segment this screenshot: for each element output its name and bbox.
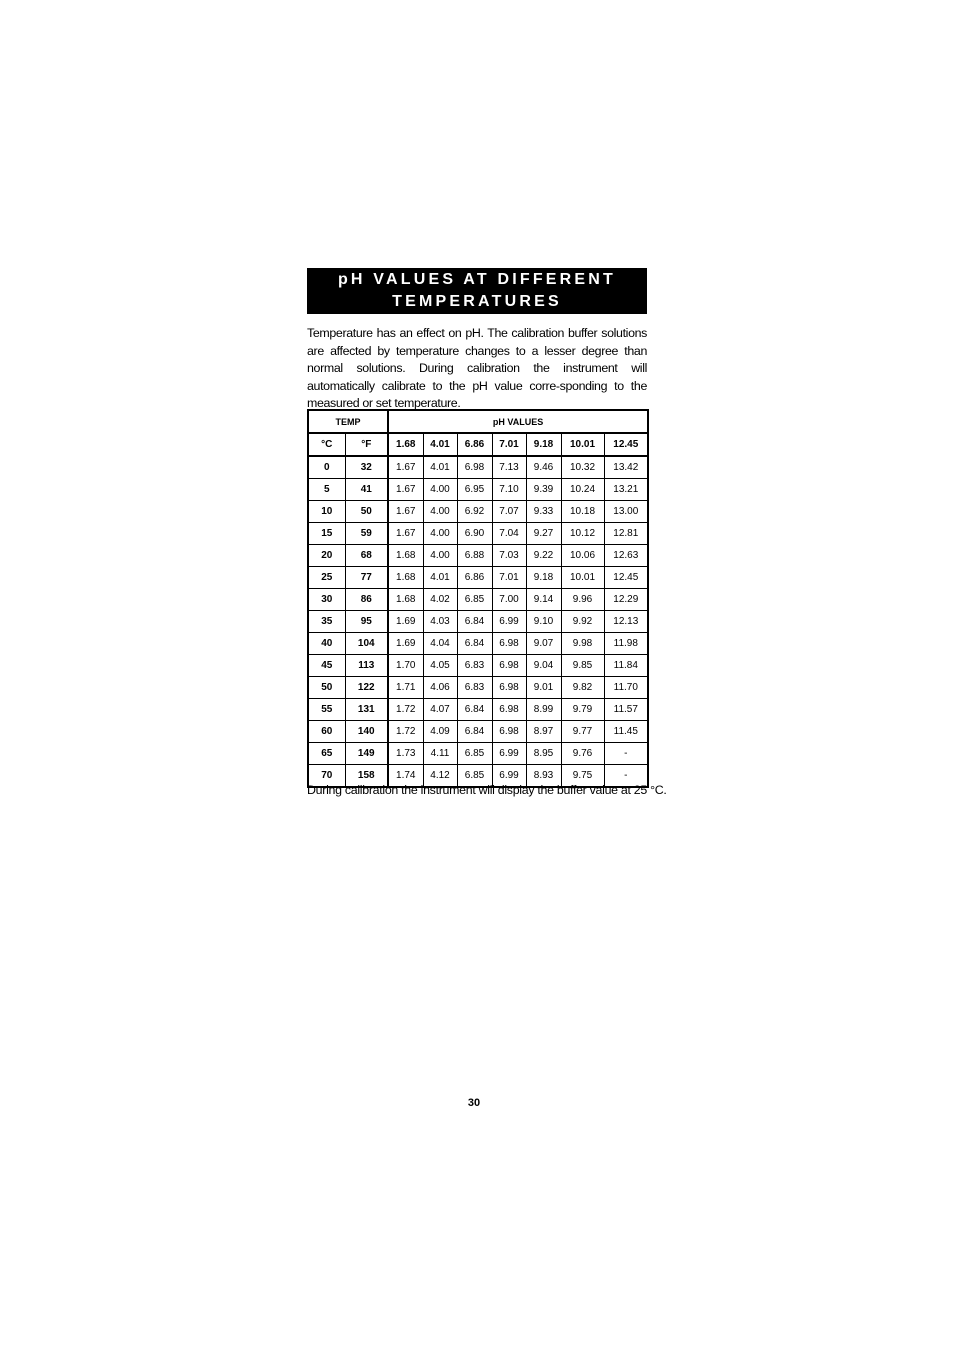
ph-value-cell: 1.72 bbox=[388, 699, 423, 721]
ph-value-cell: 11.84 bbox=[604, 655, 648, 677]
celsius-cell: 70 bbox=[308, 765, 345, 788]
ph-value-cell: 6.84 bbox=[457, 633, 492, 655]
fahrenheit-cell: 122 bbox=[345, 677, 388, 699]
ph-value-cell: 12.45 bbox=[604, 567, 648, 589]
ph-value-cell: 7.01 bbox=[492, 567, 526, 589]
fahrenheit-cell: 50 bbox=[345, 501, 388, 523]
ph-value-cell: 9.10 bbox=[526, 611, 561, 633]
table-row bbox=[308, 479, 648, 501]
intro-paragraph: Temperature has an effect on pH. The calibration buffer solutions are affected by temperature changes to a lesser degree than normal solutions. During calibration the instrument will automatically calibrate to the pH value corre-sponding to the measured or set temperature. bbox=[307, 326, 647, 411]
ph-value-cell: 1.68 bbox=[388, 567, 423, 589]
ph-value-cell: 1.67 bbox=[388, 479, 423, 501]
ph-value-cell: 9.33 bbox=[526, 501, 561, 523]
fahrenheit-cell: 158 bbox=[345, 765, 388, 788]
ph-value-cell: 6.88 bbox=[457, 545, 492, 567]
ph-value-cell: 9.75 bbox=[561, 765, 604, 788]
ph-value-cell: 6.85 bbox=[457, 765, 492, 788]
celsius-cell: 35 bbox=[308, 611, 345, 633]
section-title-line-1: pH VALUES AT DIFFERENT bbox=[337, 271, 617, 288]
ph-value-cell: 10.24 bbox=[561, 479, 604, 501]
ph-column-header: 10.01 bbox=[561, 433, 604, 456]
ph-value-cell: 6.98 bbox=[492, 699, 526, 721]
table-body bbox=[308, 456, 648, 787]
ph-value-cell: 1.67 bbox=[388, 456, 423, 479]
ph-value-cell: 8.93 bbox=[526, 765, 561, 788]
ph-value-cell: 6.98 bbox=[492, 677, 526, 699]
ph-value-cell: 1.72 bbox=[388, 721, 423, 743]
ph-value-cell: 9.92 bbox=[561, 611, 604, 633]
ph-value-cell: 6.98 bbox=[492, 633, 526, 655]
ph-value-cell: 4.12 bbox=[423, 765, 457, 788]
ph-value-cell: 9.39 bbox=[526, 479, 561, 501]
ph-value-cell: 11.70 bbox=[604, 677, 648, 699]
ph-value-cell: 4.09 bbox=[423, 721, 457, 743]
fahrenheit-cell: 131 bbox=[345, 699, 388, 721]
ph-value-cell: 4.03 bbox=[423, 611, 457, 633]
ph-value-cell: 4.11 bbox=[423, 743, 457, 765]
ph-value-cell: 1.70 bbox=[388, 655, 423, 677]
ph-value-cell: 8.97 bbox=[526, 721, 561, 743]
ph-value-cell: 4.00 bbox=[423, 479, 457, 501]
ph-value-cell: 9.82 bbox=[561, 677, 604, 699]
ph-value-cell: - bbox=[604, 743, 648, 765]
ph-column-header: 4.01 bbox=[423, 433, 457, 456]
celsius-cell: 5 bbox=[308, 479, 345, 501]
ph-value-cell: 4.07 bbox=[423, 699, 457, 721]
fahrenheit-cell: 140 bbox=[345, 721, 388, 743]
ph-value-cell: 9.77 bbox=[561, 721, 604, 743]
celsius-header: °C bbox=[308, 433, 345, 456]
table-row bbox=[308, 567, 648, 589]
ph-value-cell: 12.63 bbox=[604, 545, 648, 567]
ph-value-cell: 1.69 bbox=[388, 633, 423, 655]
table-row bbox=[308, 633, 648, 655]
ph-value-cell: 7.07 bbox=[492, 501, 526, 523]
ph-value-cell: 7.03 bbox=[492, 545, 526, 567]
ph-value-cell: 6.85 bbox=[457, 743, 492, 765]
ph-value-cell: 4.01 bbox=[423, 456, 457, 479]
ph-value-cell: 6.98 bbox=[492, 655, 526, 677]
ph-column-header: 6.86 bbox=[457, 433, 492, 456]
ph-value-cell: 7.04 bbox=[492, 523, 526, 545]
table-row bbox=[308, 655, 648, 677]
ph-value-cell: 6.98 bbox=[457, 456, 492, 479]
ph-value-cell: 6.99 bbox=[492, 743, 526, 765]
ph-value-cell: 1.74 bbox=[388, 765, 423, 788]
ph-column-header: 9.18 bbox=[526, 433, 561, 456]
ph-value-cell: 7.00 bbox=[492, 589, 526, 611]
celsius-cell: 0 bbox=[308, 456, 345, 479]
ph-value-cell: 11.98 bbox=[604, 633, 648, 655]
ph-value-cell: 8.99 bbox=[526, 699, 561, 721]
page-number: 30 bbox=[467, 1097, 481, 1109]
fahrenheit-cell: 113 bbox=[345, 655, 388, 677]
ph-value-cell: 9.01 bbox=[526, 677, 561, 699]
ph-temperature-table bbox=[307, 409, 649, 788]
ph-value-cell: 6.98 bbox=[492, 721, 526, 743]
footer-note: During calibration the instrument will display the buffer value at 25 °C. bbox=[307, 783, 667, 797]
table-row bbox=[308, 545, 648, 567]
table-row bbox=[308, 677, 648, 699]
ph-value-cell: 9.98 bbox=[561, 633, 604, 655]
ph-value-cell: 4.00 bbox=[423, 545, 457, 567]
ph-value-cell: 10.06 bbox=[561, 545, 604, 567]
ph-value-cell: 6.83 bbox=[457, 655, 492, 677]
table-row bbox=[308, 523, 648, 545]
celsius-cell: 65 bbox=[308, 743, 345, 765]
table-row bbox=[308, 743, 648, 765]
ph-value-cell: 13.42 bbox=[604, 456, 648, 479]
ph-value-cell: 6.85 bbox=[457, 589, 492, 611]
ph-value-cell: 9.14 bbox=[526, 589, 561, 611]
ph-value-cell: 9.76 bbox=[561, 743, 604, 765]
celsius-cell: 10 bbox=[308, 501, 345, 523]
celsius-cell: 45 bbox=[308, 655, 345, 677]
ph-value-cell: 4.06 bbox=[423, 677, 457, 699]
fahrenheit-cell: 32 bbox=[345, 456, 388, 479]
fahrenheit-cell: 149 bbox=[345, 743, 388, 765]
ph-value-cell: 9.85 bbox=[561, 655, 604, 677]
ph-value-cell: 9.18 bbox=[526, 567, 561, 589]
ph-value-cell: 11.45 bbox=[604, 721, 648, 743]
ph-column-header: 7.01 bbox=[492, 433, 526, 456]
fahrenheit-cell: 68 bbox=[345, 545, 388, 567]
ph-value-cell: 9.46 bbox=[526, 456, 561, 479]
ph-value-cell: 10.32 bbox=[561, 456, 604, 479]
ph-value-cell: - bbox=[604, 765, 648, 788]
section-title bbox=[307, 268, 647, 314]
celsius-cell: 55 bbox=[308, 699, 345, 721]
celsius-cell: 25 bbox=[308, 567, 345, 589]
fahrenheit-header: °F bbox=[345, 433, 388, 456]
ph-value-cell: 6.84 bbox=[457, 611, 492, 633]
ph-value-cell: 1.68 bbox=[388, 545, 423, 567]
ph-value-cell: 1.67 bbox=[388, 523, 423, 545]
ph-value-cell: 10.01 bbox=[561, 567, 604, 589]
ph-value-cell: 6.92 bbox=[457, 501, 492, 523]
ph-value-cell: 6.99 bbox=[492, 765, 526, 788]
temp-header: TEMP bbox=[308, 410, 388, 433]
ph-value-cell: 13.21 bbox=[604, 479, 648, 501]
ph-value-cell: 7.10 bbox=[492, 479, 526, 501]
ph-value-cell: 9.22 bbox=[526, 545, 561, 567]
fahrenheit-cell: 95 bbox=[345, 611, 388, 633]
ph-value-cell: 4.05 bbox=[423, 655, 457, 677]
ph-value-cell: 9.07 bbox=[526, 633, 561, 655]
ph-column-header: 1.68 bbox=[388, 433, 423, 456]
table-row bbox=[308, 501, 648, 523]
ph-values-header: pH VALUES bbox=[388, 410, 648, 433]
fahrenheit-cell: 77 bbox=[345, 567, 388, 589]
table-row bbox=[308, 699, 648, 721]
ph-value-cell: 10.12 bbox=[561, 523, 604, 545]
ph-value-cell: 4.04 bbox=[423, 633, 457, 655]
ph-column-header: 12.45 bbox=[604, 433, 648, 456]
celsius-cell: 15 bbox=[308, 523, 345, 545]
celsius-cell: 20 bbox=[308, 545, 345, 567]
ph-value-cell: 6.95 bbox=[457, 479, 492, 501]
ph-value-cell: 9.79 bbox=[561, 699, 604, 721]
ph-value-cell: 6.84 bbox=[457, 699, 492, 721]
ph-value-cell: 4.00 bbox=[423, 523, 457, 545]
ph-value-cell: 12.13 bbox=[604, 611, 648, 633]
fahrenheit-cell: 86 bbox=[345, 589, 388, 611]
ph-value-cell: 12.29 bbox=[604, 589, 648, 611]
ph-value-cell: 6.90 bbox=[457, 523, 492, 545]
fahrenheit-cell: 59 bbox=[345, 523, 388, 545]
ph-value-cell: 6.83 bbox=[457, 677, 492, 699]
ph-value-cell: 13.00 bbox=[604, 501, 648, 523]
ph-value-cell: 6.86 bbox=[457, 567, 492, 589]
ph-value-cell: 1.73 bbox=[388, 743, 423, 765]
section-title-line-2: TEMPERATURES bbox=[392, 293, 562, 310]
ph-value-cell: 10.18 bbox=[561, 501, 604, 523]
ph-value-cell: 12.81 bbox=[604, 523, 648, 545]
ph-value-cell: 1.68 bbox=[388, 589, 423, 611]
ph-value-cell: 1.69 bbox=[388, 611, 423, 633]
ph-value-cell: 9.96 bbox=[561, 589, 604, 611]
ph-value-cell: 9.27 bbox=[526, 523, 561, 545]
table-row bbox=[308, 456, 648, 479]
ph-value-cell: 7.13 bbox=[492, 456, 526, 479]
celsius-cell: 60 bbox=[308, 721, 345, 743]
ph-value-cell: 6.99 bbox=[492, 611, 526, 633]
ph-value-cell: 11.57 bbox=[604, 699, 648, 721]
celsius-cell: 40 bbox=[308, 633, 345, 655]
ph-value-cell: 9.04 bbox=[526, 655, 561, 677]
celsius-cell: 30 bbox=[308, 589, 345, 611]
ph-value-cell: 1.67 bbox=[388, 501, 423, 523]
ph-value-cell: 4.01 bbox=[423, 567, 457, 589]
table-row bbox=[308, 611, 648, 633]
ph-value-cell: 8.95 bbox=[526, 743, 561, 765]
ph-value-cell: 4.00 bbox=[423, 501, 457, 523]
fahrenheit-cell: 41 bbox=[345, 479, 388, 501]
table-row bbox=[308, 589, 648, 611]
table-row bbox=[308, 721, 648, 743]
celsius-cell: 50 bbox=[308, 677, 345, 699]
ph-value-cell: 6.84 bbox=[457, 721, 492, 743]
ph-value-cell: 4.02 bbox=[423, 589, 457, 611]
ph-value-cell: 1.71 bbox=[388, 677, 423, 699]
fahrenheit-cell: 104 bbox=[345, 633, 388, 655]
